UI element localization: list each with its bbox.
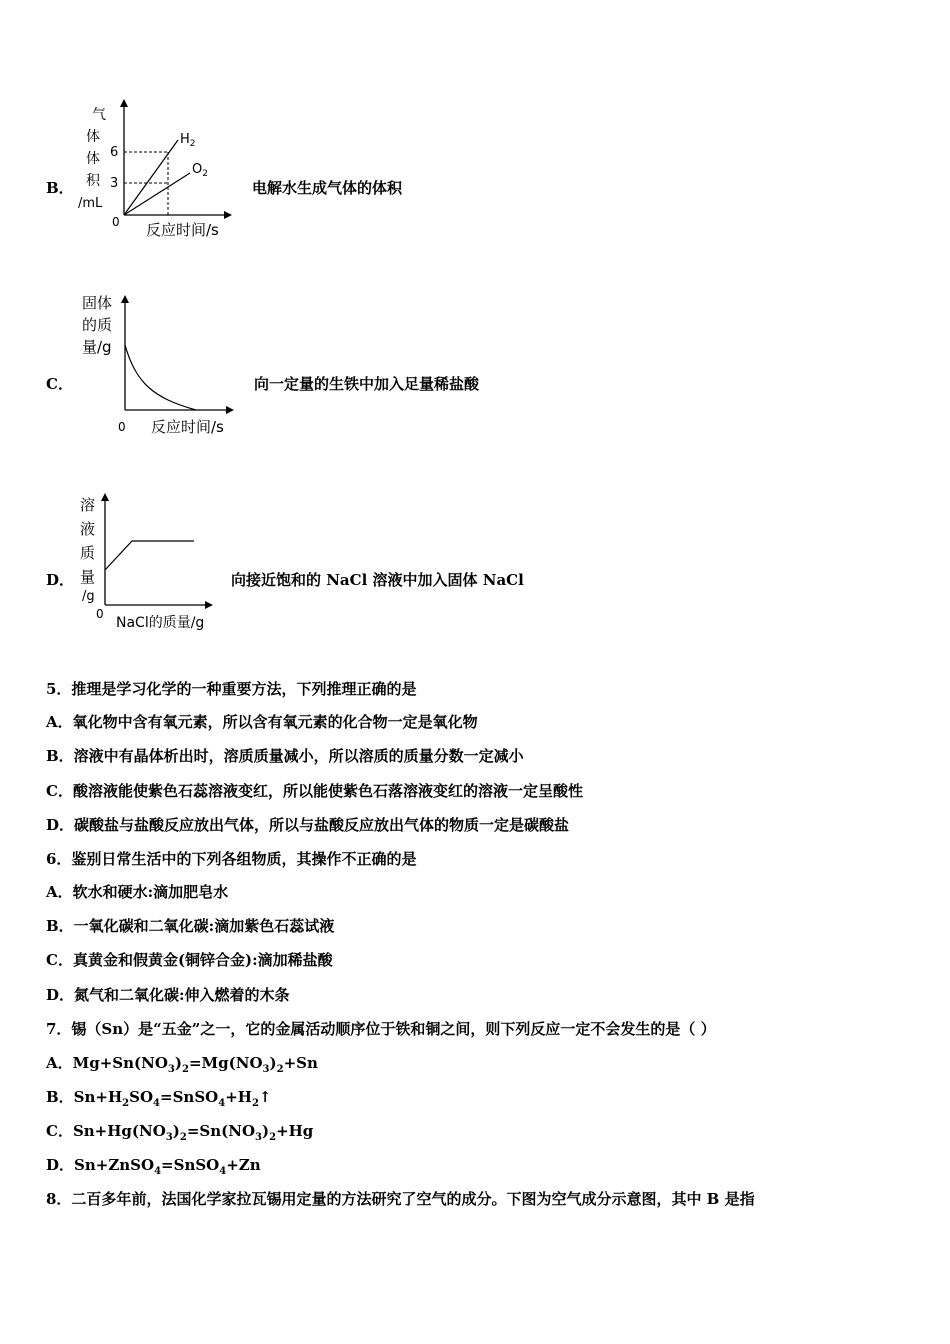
- q7-option-a: A．$Mg+Sn(NO_3)_2=Mg(NO_3)_2+Sn$: [46, 1054, 318, 1075]
- electrolysis-graph: [70, 95, 250, 245]
- option-d-letter: D．: [46, 571, 75, 589]
- option-c-letter: C．: [46, 375, 73, 393]
- solid-mass-graph: [78, 288, 248, 438]
- q7-option-d: D．Sn+ZnSO$_4$=SnSO$_4$+Zn: [46, 1156, 261, 1177]
- q5-option-d: D．碳酸盐与盐酸反应放出气体，所以与盐酸反应放出气体的物质一定是碳酸盐: [46, 816, 570, 834]
- q5-option-c: C．酸溶液能使紫色石蕊溶液变红，所以能使紫色石落溶液变红的溶液一定呈酸性: [46, 782, 583, 800]
- graph-c-origin: 0: [118, 420, 126, 434]
- graph-b-xlabel: 反应时间/s: [146, 221, 219, 239]
- graph-c-x-arrow: [226, 406, 234, 414]
- graph-d-ylabel-4: 量: [80, 568, 96, 586]
- graph-b-o2-line: [124, 173, 190, 215]
- graph-b-ylabel-2: 体: [86, 129, 100, 145]
- graph-b-h2-label: $H_2$: [180, 132, 196, 149]
- q5-option-b: B．溶液中有晶体析出时，溶质质量减小，所以溶质的质量分数一定减小: [46, 747, 524, 765]
- q6-option-b: B．一氧化碳和二氧化碳:滴加紫色石蕊试液: [46, 917, 335, 935]
- graph-b-h2-line: [124, 140, 178, 215]
- graph-c-ylabel-3: 量/g: [82, 338, 112, 356]
- graph-b-y-arrow: [120, 99, 128, 107]
- graph-b-ylabel-4: 积: [86, 173, 100, 189]
- graph-d-xlabel: NaCl的质量/g: [116, 615, 205, 631]
- option-c-caption: 向一定量的生铁中加入足量稀盐酸: [254, 375, 480, 393]
- q7-option-c: C．$Sn+Hg(NO_3)_2=Sn(NO_3)_2+Hg$: [46, 1122, 314, 1143]
- graph-d-ylabel-1: 溶: [80, 496, 96, 514]
- graph-c-y-arrow: [121, 295, 129, 303]
- graph-b-x-arrow: [224, 211, 232, 219]
- graph-c-ylabel-1: 固体: [82, 294, 113, 312]
- q8-stem: 8．二百多年前，法国化学家拉瓦锡用定量的方法研究了空气的成分。下图为空气成分示意图，其中 B 是指: [46, 1190, 755, 1208]
- graph-b-ylabel-3: 体: [86, 151, 100, 167]
- q6-option-c: C．真黄金和假黄金(铜锌合金):滴加稀盐酸: [46, 951, 333, 969]
- graph-d-ylabel-3: 质: [80, 544, 96, 562]
- option-d-caption: 向接近饱和的 NaCl 溶液中加入固体 NaCl: [231, 571, 524, 589]
- graph-d-line: [105, 541, 194, 570]
- graph-b-yunit: /mL: [78, 196, 103, 211]
- q7-option-b: B．$Sn+H_2SO_4=SnSO_4+H_2↑$: [46, 1088, 272, 1109]
- graph-b-tick-6: 6: [110, 145, 119, 160]
- graph-d-yunit: /g: [82, 589, 95, 604]
- q5-stem: 5．推理是学习化学的一种重要方法，下列推理正确的是: [46, 680, 417, 698]
- graph-d-ylabel-2: 液: [80, 520, 96, 538]
- graph-d-y-arrow: [101, 493, 109, 501]
- graph-c-ylabel-2: 的质: [82, 316, 113, 334]
- q6-stem: 6．鉴别日常生活中的下列各组物质，其操作不正确的是: [46, 850, 417, 868]
- graph-b-o2-label: $O_2$: [192, 162, 208, 179]
- q6-option-d: D．氮气和二氧化碳:伸入燃着的木条: [46, 986, 290, 1004]
- graph-b-tick-3: 3: [110, 176, 119, 191]
- graph-d-origin: 0: [96, 607, 104, 621]
- graph-b-ylabel-1: 气: [92, 107, 106, 123]
- option-b-caption: 电解水生成气体的体积: [252, 179, 403, 197]
- q6-option-a: A．软水和硬水:滴加肥皂水: [46, 883, 229, 901]
- graph-d-x-arrow: [205, 601, 213, 609]
- option-b-letter: B．: [46, 179, 74, 197]
- q5-option-a: A．氧化物中含有氧元素，所以含有氧元素的化合物一定是氧化物: [46, 713, 478, 731]
- q7-stem: 7．锡（Sn）是“五金”之一，它的金属活动顺序位于铁和铜之间，则下列反应一定不会发生的是（ ）: [46, 1020, 716, 1038]
- solution-mass-graph: [72, 488, 232, 638]
- graph-c-xlabel: 反应时间/s: [151, 418, 224, 436]
- graph-c-curve: [125, 345, 196, 410]
- graph-b-origin: 0: [112, 215, 120, 229]
